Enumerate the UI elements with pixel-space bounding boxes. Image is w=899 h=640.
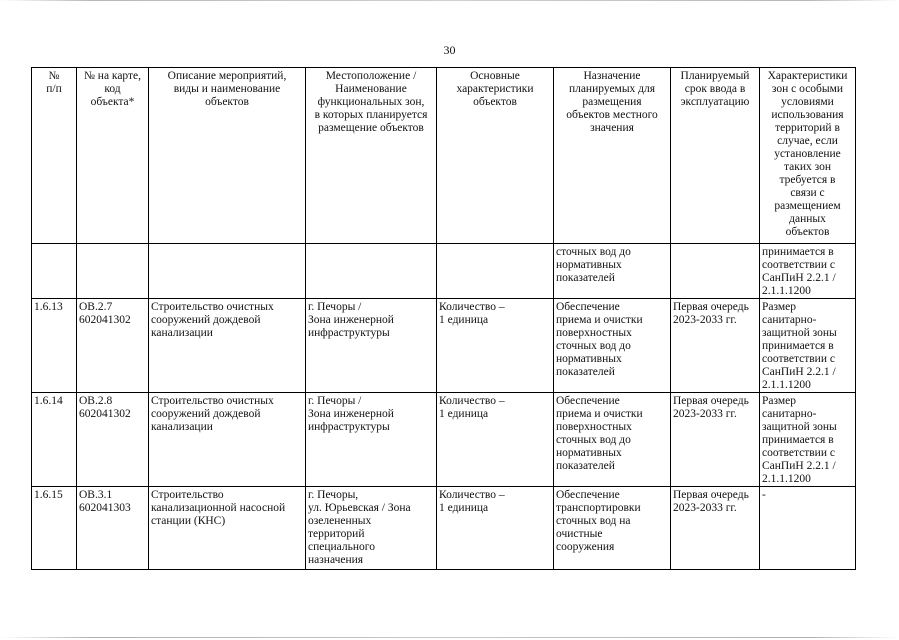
table-cell xyxy=(149,244,306,299)
table-cell: Размер санитарно- защитной зоны принимается в соответствии с СанПиН 2.2.1 / 2.1.1.1200 xyxy=(760,393,856,487)
header-map-code: № на карте, код объекта* xyxy=(77,68,149,244)
table-cell: Обеспечение транспортировки сточных вод на очистные сооружения xyxy=(554,487,671,570)
planned-objects-table xyxy=(31,67,856,570)
table-cell: - xyxy=(760,487,856,570)
table-row xyxy=(32,299,856,393)
table-cell xyxy=(306,244,437,299)
table-continuation-row xyxy=(32,244,856,299)
table-cell: г. Печоры / Зона инженерной инфраструктуры xyxy=(306,299,437,393)
table-cell: ОВ.2.8 602041302 xyxy=(77,393,149,487)
table-row xyxy=(32,487,856,570)
scan-edge-top xyxy=(0,0,899,1)
table-cell: принимается в соответствии с СанПиН 2.2.1 / 2.1.1.1200 xyxy=(760,244,856,299)
table-cell: Количество – 1 единица xyxy=(437,393,554,487)
table-cell xyxy=(437,244,554,299)
table-row xyxy=(32,393,856,487)
table-cell: 1.6.15 xyxy=(32,487,77,570)
table-cell: г. Печоры / Зона инженерной инфраструктуры xyxy=(306,393,437,487)
header-description: Описание мероприятий, виды и наименование объектов xyxy=(149,68,306,244)
table-cell: Обеспечение приема и очистки поверхностных сточных вод до нормативных показателей xyxy=(554,299,671,393)
table-cell: г. Печоры, ул. Юрьевская / Зона озелененных территорий специального назначения xyxy=(306,487,437,570)
header-characteristics: Основные характеристики объектов xyxy=(437,68,554,244)
table-cell: Строительство канализационной насосной станции (КНС) xyxy=(149,487,306,570)
table-cell: Количество – 1 единица xyxy=(437,299,554,393)
table-cell: Количество – 1 единица xyxy=(437,487,554,570)
table-cell: Строительство очистных сооружений дождевой канализации xyxy=(149,393,306,487)
table-cell: сточных вод до нормативных показателей xyxy=(554,244,671,299)
header-location: Местоположение / Наименование функциональных зон, в которых планируется размещение объектов xyxy=(306,68,437,244)
table-cell: Первая очередь 2023-2033 гг. xyxy=(671,299,760,393)
table-cell xyxy=(32,244,77,299)
table-cell: Первая очередь 2023-2033 гг. xyxy=(671,393,760,487)
table-cell: 1.6.13 xyxy=(32,299,77,393)
table-cell: Обеспечение приема и очистки поверхностных сточных вод до нормативных показателей xyxy=(554,393,671,487)
table-cell: 1.6.14 xyxy=(32,393,77,487)
table-cell xyxy=(77,244,149,299)
table-cell xyxy=(671,244,760,299)
table-cell: ОВ.3.1 602041303 xyxy=(77,487,149,570)
header-special-zones: Характеристики зон с особыми условиями использования территорий в случае, если установление таких зон требуется в связи с размещением данных объектов xyxy=(760,68,856,244)
table-cell: Размер санитарно- защитной зоны принимается в соответствии с СанПиН 2.2.1 / 2.1.1.1200 xyxy=(760,299,856,393)
header-commissioning: Планируемый срок ввода в эксплуатацию xyxy=(671,68,760,244)
page-number: 30 xyxy=(443,43,456,57)
table-cell: Строительство очистных сооружений дождевой канализации xyxy=(149,299,306,393)
table-cell: Первая очередь 2023-2033 гг. xyxy=(671,487,760,570)
scan-edge-bottom xyxy=(0,637,899,638)
header-number: № п/п xyxy=(32,68,77,244)
table-header-row xyxy=(32,68,856,244)
header-purpose: Назначение планируемых для размещения объектов местного значения xyxy=(554,68,671,244)
table-cell: ОВ.2.7 602041302 xyxy=(77,299,149,393)
